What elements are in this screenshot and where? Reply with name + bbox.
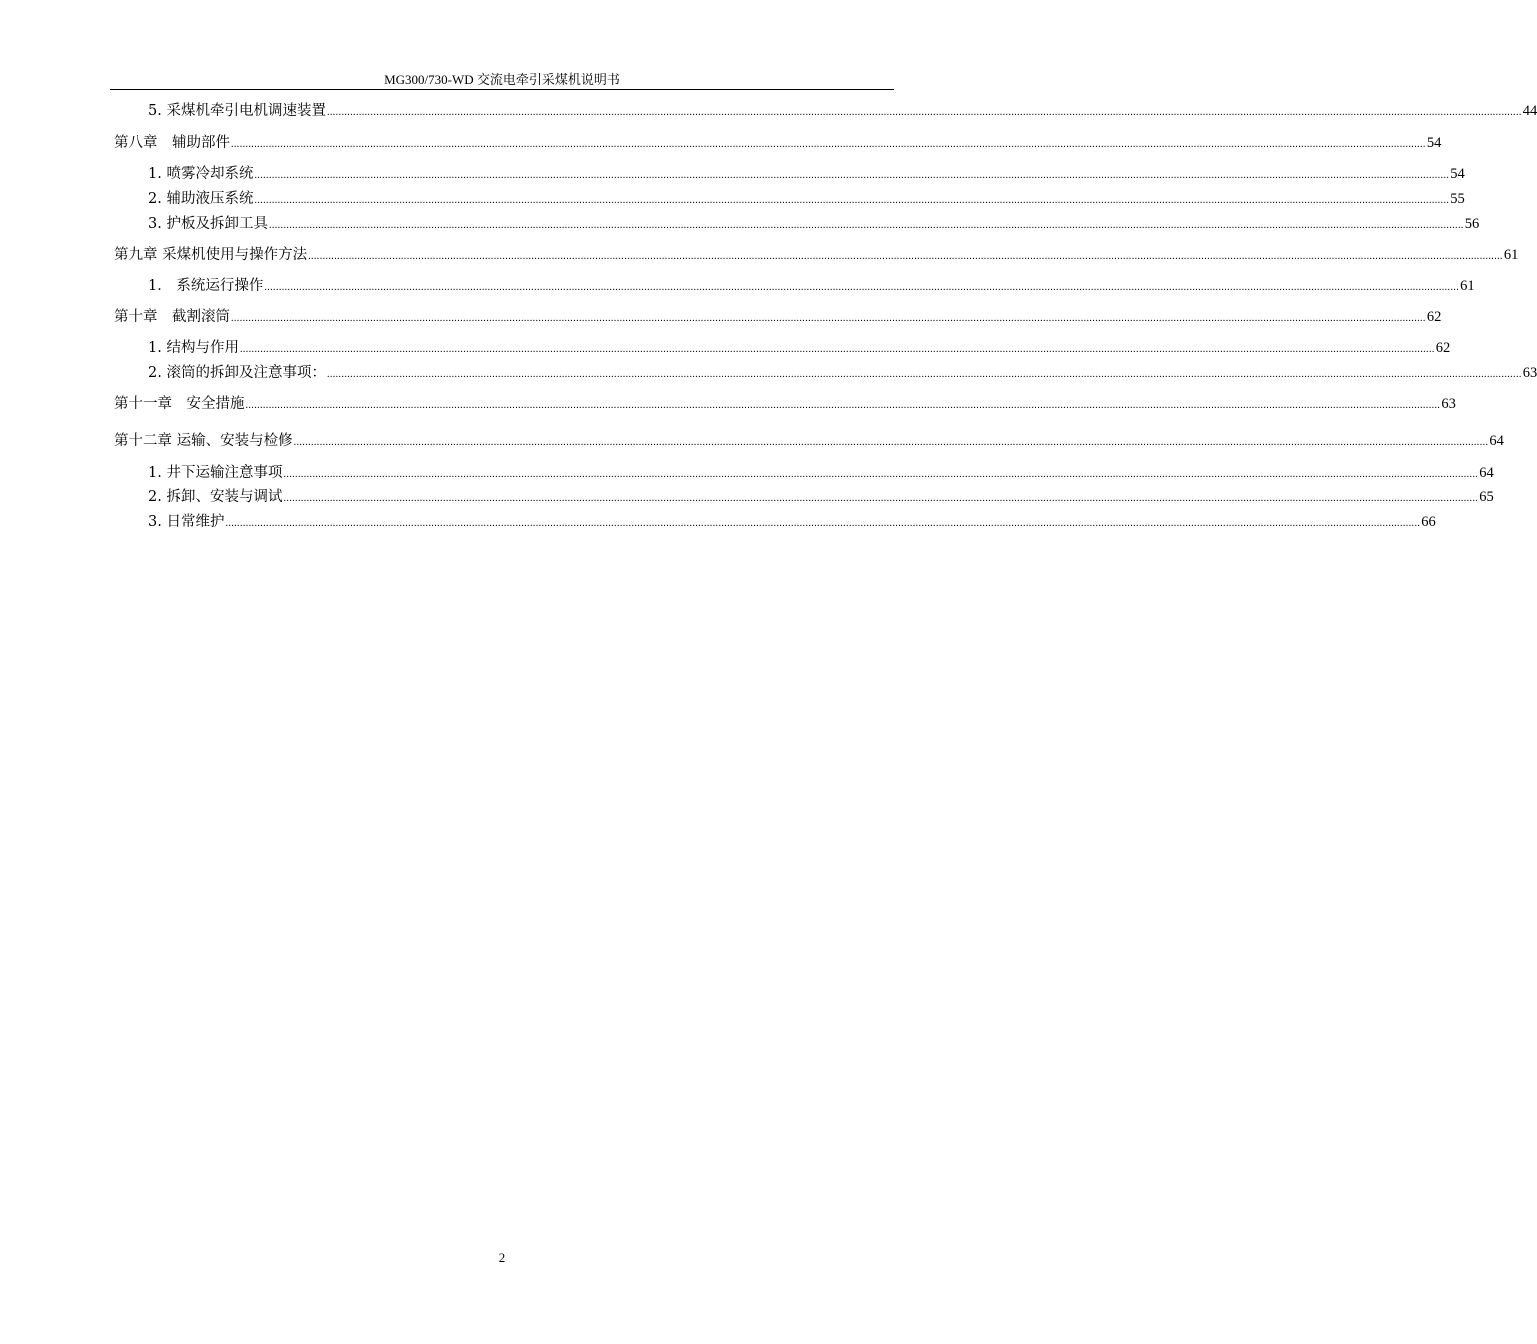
toc-entry-label: 第九章 采煤机使用与操作方法 xyxy=(114,247,308,263)
toc-entry-page: 62 xyxy=(1435,340,1451,356)
toc-dot-leader: ............................................................................................................................................................................................................................................................................................................................................................................................................................ xyxy=(264,282,1460,293)
toc-entry-label: 2. 滚筒的拆卸及注意事项： xyxy=(148,365,326,381)
toc-entry-label: 第十一章 安全措施 xyxy=(114,396,245,412)
toc-entry-section[interactable] xyxy=(148,164,1465,184)
toc-entry-section[interactable] xyxy=(148,338,1451,358)
toc-entry-page: 65 xyxy=(1479,489,1494,505)
toc-entry-page: 44 xyxy=(1522,103,1537,119)
page-number: 2 xyxy=(498,1250,506,1265)
toc-dot-leader: ............................................................................................................................................................................................................................................................................................................................................................................................................................ xyxy=(308,251,1503,262)
toc-entry-page: 62 xyxy=(1426,309,1442,325)
toc-entry-section[interactable] xyxy=(148,463,1494,483)
toc-entry-page: 61 xyxy=(1503,247,1519,263)
toc-dot-leader: ............................................................................................................................................................................................................................................................................................................................................................................................................................ xyxy=(326,369,1522,380)
toc-entry-section[interactable] xyxy=(148,487,1494,507)
toc-entry-page: 63 xyxy=(1441,396,1456,412)
toc-entry-label: 1. 井下运输注意事项 xyxy=(148,465,283,481)
toc-entry-section[interactable] xyxy=(148,363,1537,383)
toc-entry-page: 63 xyxy=(1522,365,1537,381)
toc-entry-page: 55 xyxy=(1450,191,1465,207)
toc-entry-page: 61 xyxy=(1460,278,1475,294)
toc-entry-chapter[interactable] xyxy=(114,431,1504,451)
toc-dot-leader: ............................................................................................................................................................................................................................................................................................................................................................................................................................ xyxy=(231,313,1426,324)
toc-entry-section[interactable] xyxy=(148,214,1480,234)
toc-entry-label: 3. 护板及拆卸工具 xyxy=(148,216,268,232)
toc-entry-section[interactable] xyxy=(148,101,1537,121)
toc-entry-section[interactable] xyxy=(148,276,1475,296)
header-divider xyxy=(110,89,894,90)
toc-entry-label: 1. 结构与作用 xyxy=(148,340,239,356)
toc-entry-label: 1. 喷雾冷却系统 xyxy=(148,166,254,182)
toc-entry-chapter[interactable] xyxy=(114,307,1442,327)
toc-dot-leader: ............................................................................................................................................................................................................................................................................................................................................................................................................................ xyxy=(245,400,1441,411)
toc-entry-label: 3. 日常维护 xyxy=(148,514,225,530)
document-header-title: MG300/730-WD 交流电牵引采煤机说明书 xyxy=(384,72,620,87)
toc-entry-chapter[interactable] xyxy=(114,133,1442,153)
toc-entry-section[interactable] xyxy=(148,189,1465,209)
toc-dot-leader: ............................................................................................................................................................................................................................................................................................................................................................................................................................ xyxy=(254,170,1450,181)
toc-entry-label: 第十二章 运输、安装与检修 xyxy=(114,433,293,449)
toc-entry-page: 54 xyxy=(1450,166,1465,182)
toc-entry-page: 66 xyxy=(1421,514,1436,530)
toc-entry-chapter[interactable] xyxy=(114,394,1456,414)
toc-dot-leader: ............................................................................................................................................................................................................................................................................................................................................................................................................................ xyxy=(283,493,1479,504)
toc-dot-leader: ............................................................................................................................................................................................................................................................................................................................................................................................................................ xyxy=(231,139,1426,150)
toc-entry-label: 2. 辅助液压系统 xyxy=(148,191,254,207)
toc-entry-page: 64 xyxy=(1489,433,1504,449)
toc-dot-leader: ............................................................................................................................................................................................................................................................................................................................................................................................................................ xyxy=(268,220,1464,231)
toc-entry-label: 第十章 截割滚筒 xyxy=(114,309,230,325)
toc-dot-leader: ............................................................................................................................................................................................................................................................................................................................................................................................................................ xyxy=(254,195,1450,206)
toc-entry-page: 54 xyxy=(1426,135,1442,151)
toc-entry-chapter[interactable] xyxy=(114,245,1519,265)
toc-dot-leader: ............................................................................................................................................................................................................................................................................................................................................................................................................................ xyxy=(326,107,1522,118)
toc-entry-page: 56 xyxy=(1464,216,1480,232)
toc-dot-leader: ............................................................................................................................................................................................................................................................................................................................................................................................................................ xyxy=(293,437,1489,448)
toc-entry-label: 2. 拆卸、安装与调试 xyxy=(148,489,283,505)
toc-entry-label: 1． 系统运行操作 xyxy=(148,278,264,294)
toc-entry-label: 第八章 辅助部件 xyxy=(114,135,230,151)
toc-dot-leader: ............................................................................................................................................................................................................................................................................................................................................................................................................................ xyxy=(225,518,1421,529)
toc-dot-leader: ............................................................................................................................................................................................................................................................................................................................................................................................................................ xyxy=(283,469,1479,480)
toc-entry-page: 64 xyxy=(1479,465,1494,481)
toc-dot-leader: ............................................................................................................................................................................................................................................................................................................................................................................................................................ xyxy=(239,344,1435,355)
toc-entry-label: 5. 采煤机牵引电机调速装置 xyxy=(148,103,326,119)
toc-entry-section[interactable] xyxy=(148,512,1436,532)
